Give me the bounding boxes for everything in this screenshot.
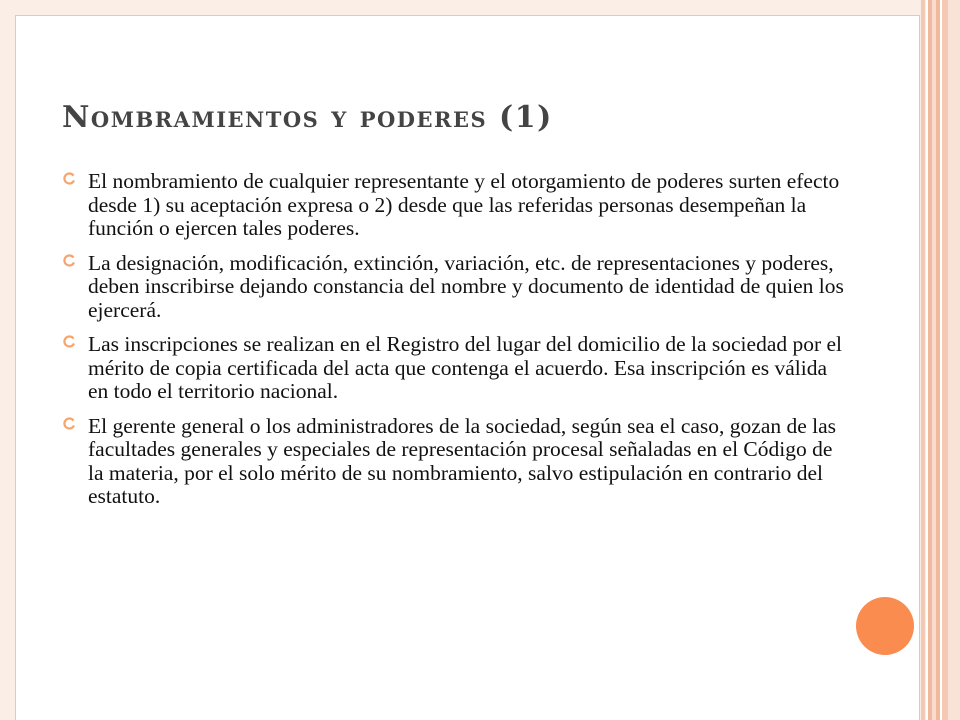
bullet-list (62, 170, 852, 520)
bullet-text: Las inscripciones se realizan en el Registro del lugar del domicilio de la sociedad por el mérito de copia certificada del acta que contenga el acuerdo. Esa inscripción es válida en todo el territorio nacional. (88, 332, 843, 403)
accent-circle (856, 597, 914, 655)
bullet-item (62, 252, 852, 323)
bullet-text: La designación, modificación, extinción, variación, etc. de representaciones y poderes, deben inscribirse dejando constancia del nombre y documento de identidad de quien los ejercerá. (88, 250, 844, 322)
bullet-text: El gerente general o los administradores de la sociedad, según sea el caso, gozan de las facultades generales y especiales de representación procesal señaladas en el Código de la materia, por el solo mérito de su nombramiento, salvo estipulación en contrario del estatuto. (88, 413, 837, 508)
bullet-item (62, 170, 852, 241)
bullet-ring-icon (62, 417, 76, 431)
decorative-stripe (948, 0, 960, 720)
bullet-item (62, 333, 852, 404)
bullet-ring-icon (62, 335, 76, 349)
bullet-text: El nombramiento de cualquier representante y el otorgamiento de poderes surten efecto desde 1) su aceptación expresa o 2) desde que las referidas personas desempeñan la función o ejercen tales poderes. (88, 169, 840, 240)
bullet-ring-icon (62, 172, 76, 186)
decorative-stripe (921, 0, 925, 720)
slide-title: Nombramientos y poderes (1) (62, 100, 553, 135)
bullet-ring-icon (62, 254, 76, 268)
bullet-item (62, 415, 852, 509)
